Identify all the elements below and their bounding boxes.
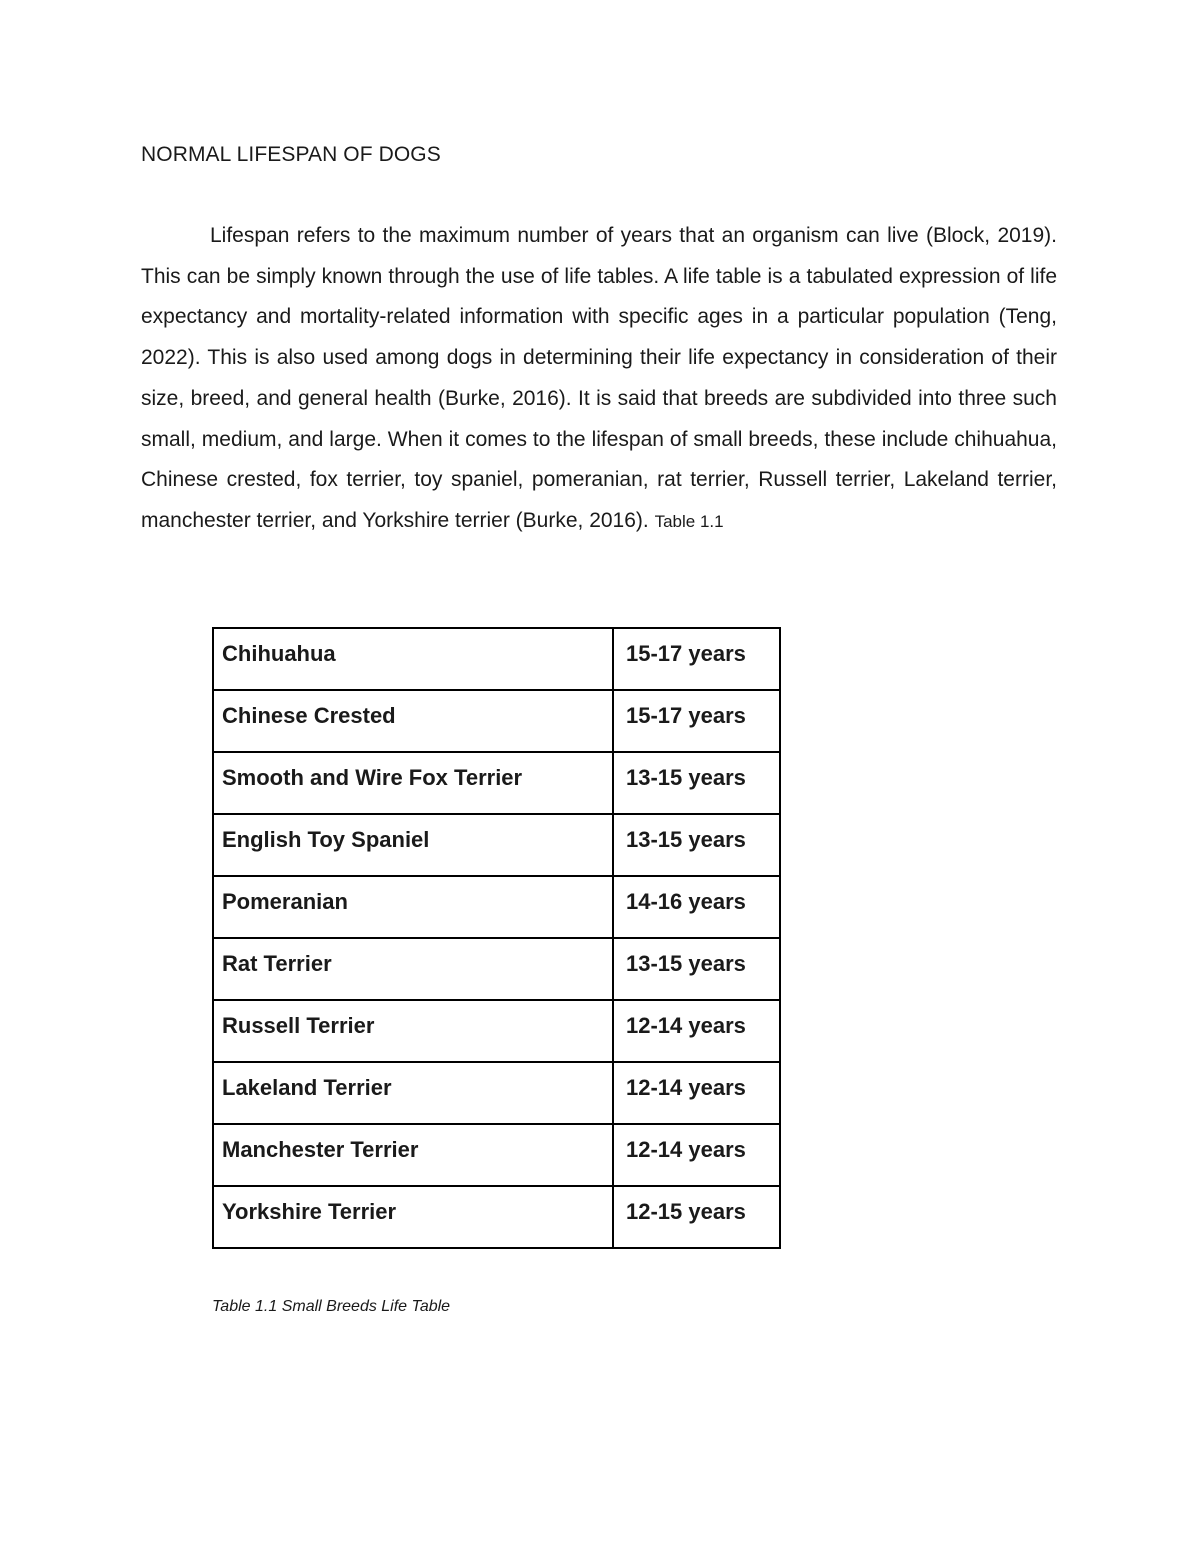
breed-cell: Chinese Crested [213,690,613,752]
breed-cell: Yorkshire Terrier [213,1186,613,1248]
lifespan-cell: 13-15 years [613,752,780,814]
table-reference: Table 1.1 [654,511,724,531]
page-title: NORMAL LIFESPAN OF DOGS [141,143,441,166]
lifespan-cell: 12-14 years [613,1062,780,1124]
breed-cell: Pomeranian [213,876,613,938]
body-paragraph [141,216,1057,543]
table-row [213,628,780,690]
table-row [213,938,780,1000]
paragraph-text: Lifespan refers to the maximum number of years that an organism can live (Block, 2019). This can be simply known through the use of life tables. A life table is a tabulated expression of life expectancy and mortality-related information with specific ages in a particular population (Teng, 2022). This is also used among dogs in determining their life expectancy in consideration of their size, breed, and general health (Burke, 2016). It is said that breeds are subdivided into three such small, medium, and large. When it comes to the lifespan of small breeds, these include chihuahua, Chinese crested, fox terrier, toy spaniel, pomeranian, rat terrier, Russell terrier, Lakeland terrier, manchester terrier, and Yorkshire terrier (Burke, 2016). [141,224,1057,532]
breed-cell: Russell Terrier [213,1000,613,1062]
table-caption: Table 1.1 Small Breeds Life Table [212,1298,451,1315]
table-row [213,752,780,814]
lifespan-cell: 12-14 years [613,1124,780,1186]
lifespan-cell: 14-16 years [613,876,780,938]
table-row [213,1062,780,1124]
breed-cell: Chihuahua [213,628,613,690]
table-row [213,1186,780,1248]
breed-cell: Lakeland Terrier [213,1062,613,1124]
lifespan-cell: 12-15 years [613,1186,780,1248]
lifespan-cell: 12-14 years [613,1000,780,1062]
lifespan-cell: 15-17 years [613,628,780,690]
lifespan-cell: 13-15 years [613,814,780,876]
table-row [213,1000,780,1062]
small-breeds-life-table [212,627,781,1249]
breed-cell: English Toy Spaniel [213,814,613,876]
table-row [213,690,780,752]
breed-cell: Rat Terrier [213,938,613,1000]
breed-cell: Manchester Terrier [213,1124,613,1186]
table-row [213,814,780,876]
lifespan-cell: 15-17 years [613,690,780,752]
lifespan-cell: 13-15 years [613,938,780,1000]
table-row [213,1124,780,1186]
table-row [213,876,780,938]
breed-cell: Smooth and Wire Fox Terrier [213,752,613,814]
